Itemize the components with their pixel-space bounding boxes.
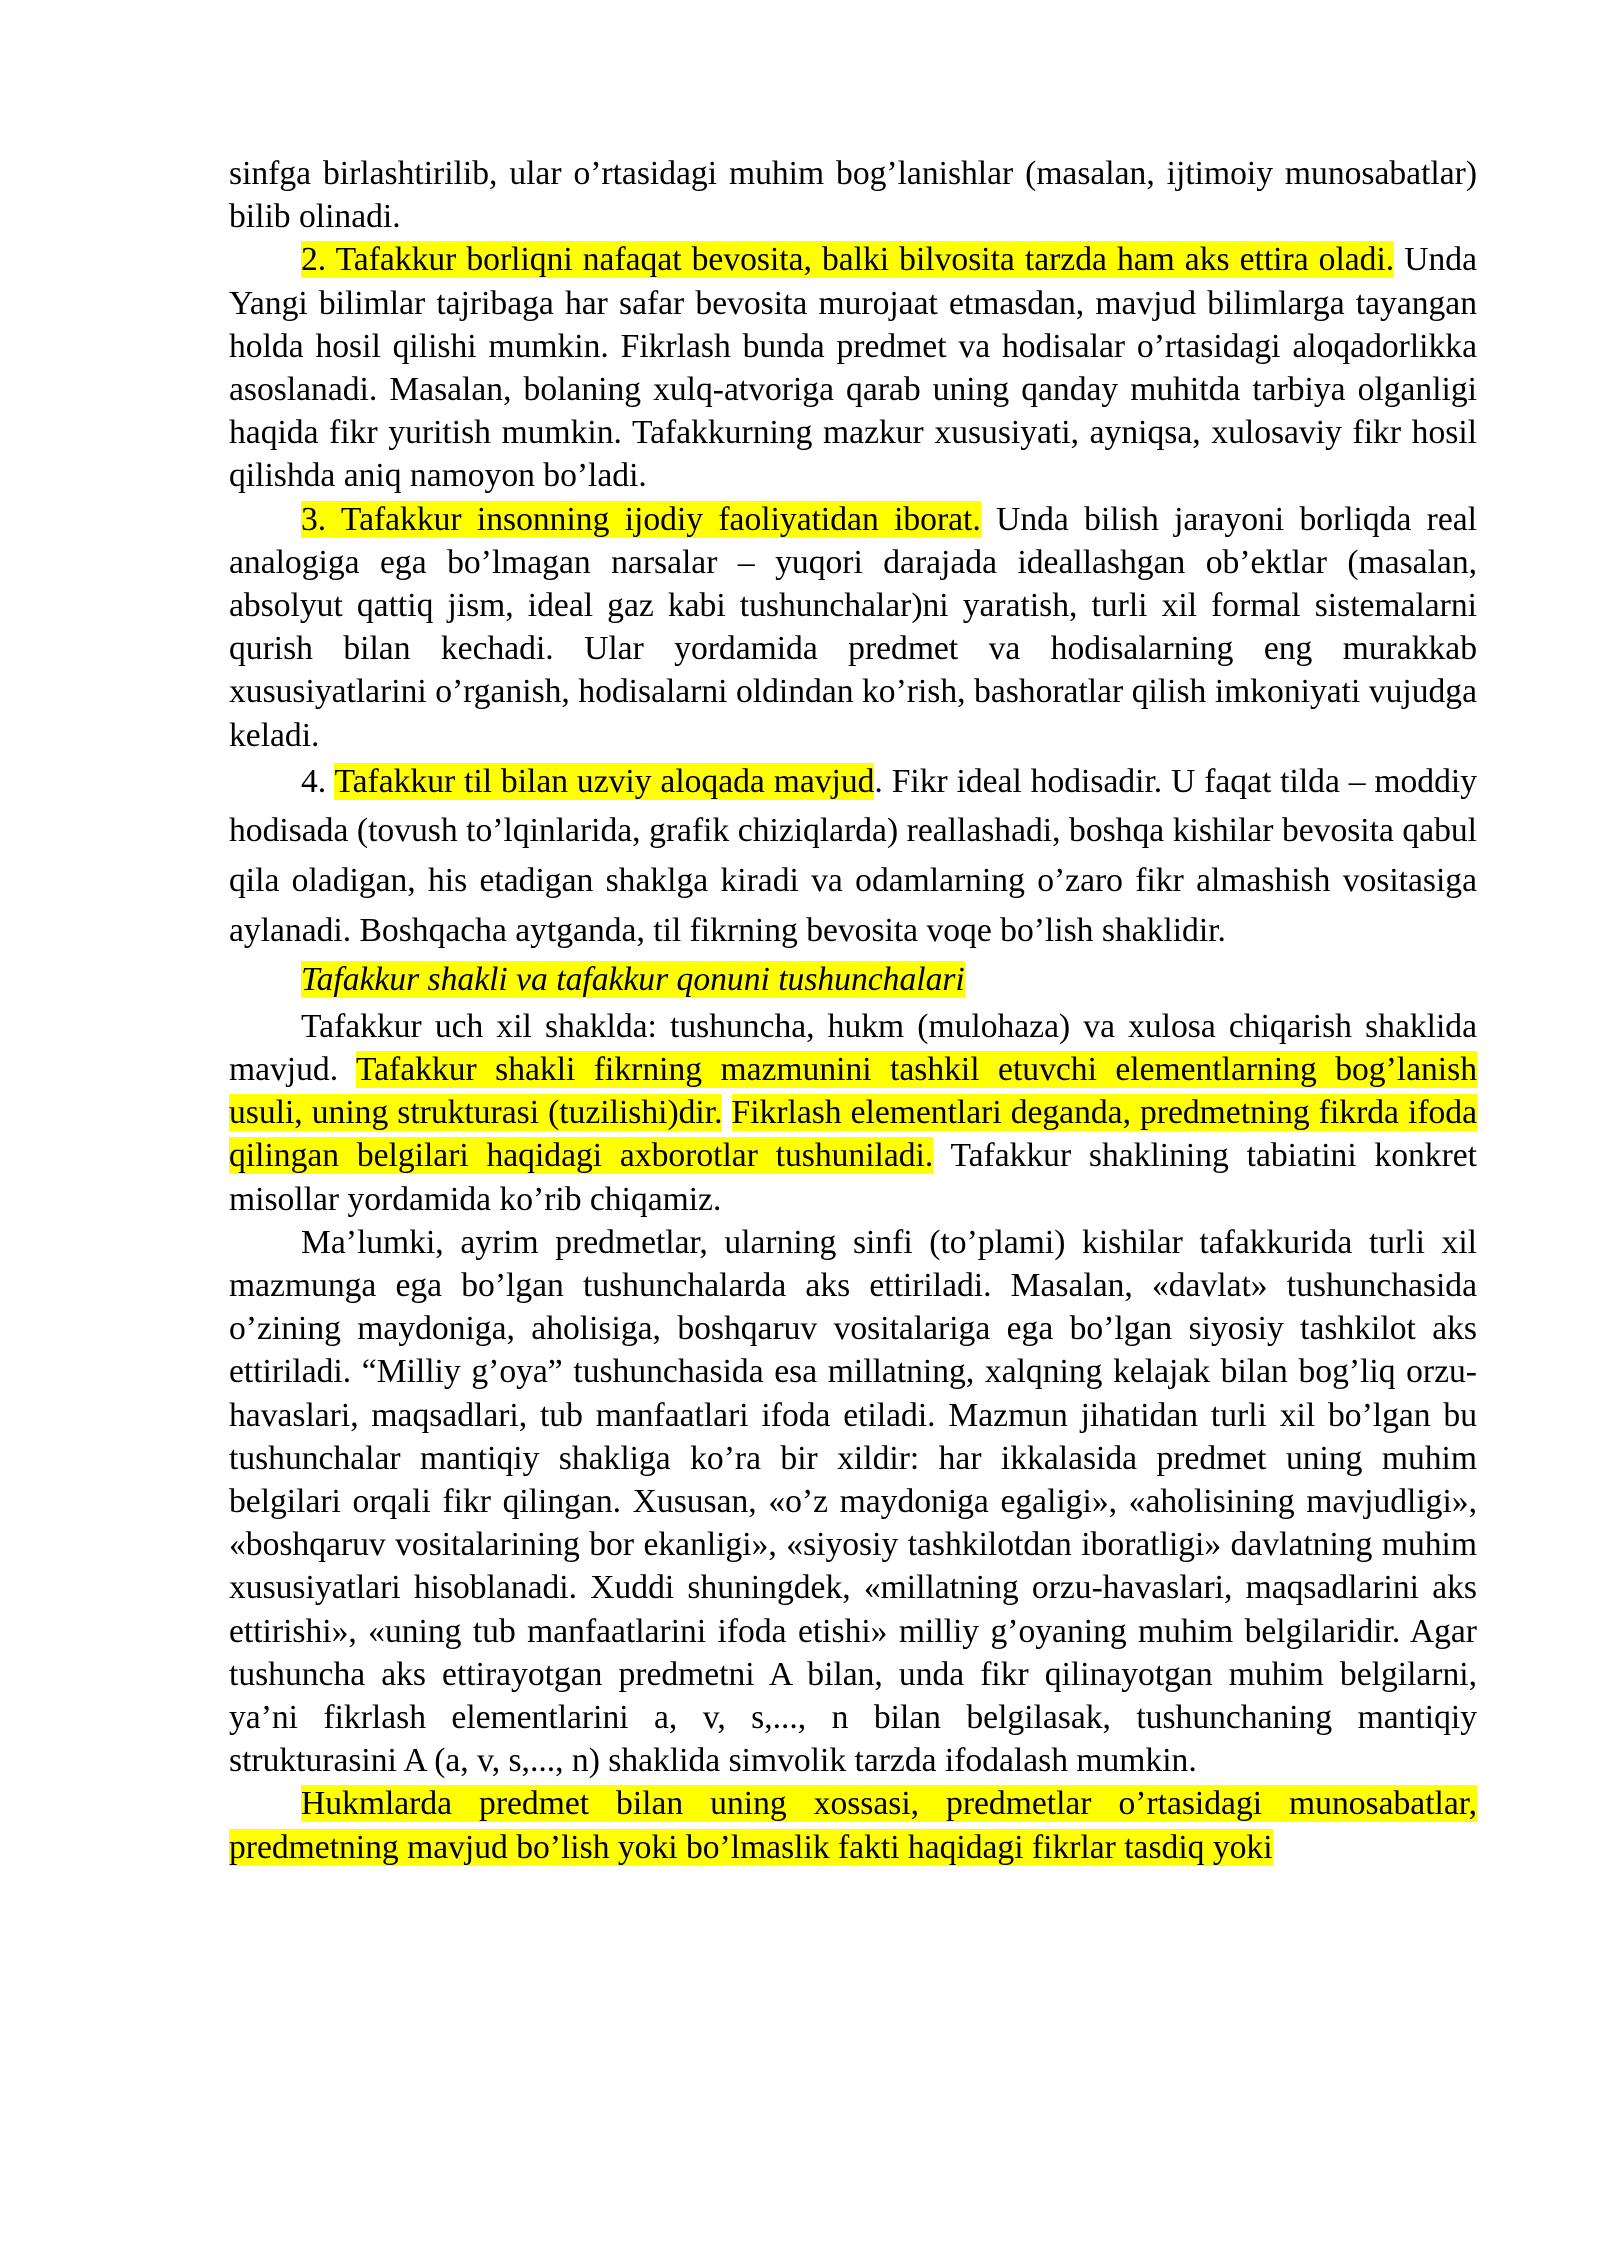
highlighted-text: 2. Tafakkur borliqni nafaqat bevosita, balki bilvosita tarzda ham aks ettira oladi. <box>301 241 1395 279</box>
text-segment: Tafakkur shaklining tabiatini konkret misollar yordamida ko’rib chiqamiz. <box>229 1137 1477 1218</box>
highlighted-text: Fikrlash elementlari deganda, predmetning fikrda ifoda qilingan belgilari haqidagi axborotlar tushuniladi. <box>229 1094 1477 1175</box>
text-segment <box>722 1094 731 1131</box>
text-segment: Unda Yangi bilimlar tajribaga har safar bevosita murojaat etmasdan, mavjud bilimlarga tayangan holda hosil qilishi mumkin. Fikrlash bunda predmet va hodisalar o’rtasidagi aloqadorlikka asoslanadi. Masalan, bolaning xulq-atvoriga qarab uning qanday muhitda tarbiya olganligi haqida fikr yuritish mumkin. Tafakkurning mazkur xususiyati, ayniqsa, xulosaviy fikr hosil qilishda aniq namoyon bo’ladi. <box>229 241 1477 495</box>
highlighted-text: 3. Tafakkur insonning ijodiy faoliyatidan iborat. <box>301 500 981 538</box>
text-segment: Unda bilish jarayoni borliqda real analogiga ega bo’lmagan narsalar – yuqori darajada ideallashgan ob’ektlar (masalan, absolyut qattiq jism, ideal gaz kabi tushunchalar)ni yaratish, turli xil formal sistemalarni qurish bilan kechadi. Ular yordamida predmet va hodisalarning eng murakkab xususiyatlarini o’rganish, hodisalarni oldindan ko’rish, bashoratlar qilish imkoniyati vujudga keladi. <box>229 500 1477 754</box>
text-segment: . Fikr ideal hodisadir. U faqat tilda – moddiy hodisada (tovush to’lqinlarida, grafik chiziqlarda) reallashadi, boshqa kishilar bevosita qabul qila oladigan, his etadigan shaklga kiradi va odamlarning o’zaro fikr almashish vositasiga aylanadi. Boshqacha aytganda, til fikrning bevosita voqe bo’lish shaklidir. <box>229 762 1478 949</box>
paragraph-forms <box>229 1005 1477 1221</box>
text-segment: sinfga birlashtirilib, ular o’rtasidagi muhim bog’lanishlar (masalan, ijtimoiy munosabatlar) bilib olinadi. <box>229 155 1477 236</box>
paragraph-concepts <box>229 1221 1477 1783</box>
paragraph-point-3 <box>229 498 1477 757</box>
text-segment: Ma’lumki, ayrim predmetlar, ularning sinfi (to’plami) kishilar tafakkurida turli xil mazmunga ega bo’lgan tushunchalarda aks ettiriladi. Masalan, «davlat» tushunchasida o’zining maydoniga, aholisiga, boshqaruv vositalariga ega bo’lgan siyosiy tashkilot aks ettiriladi. “Milliy g’oya” tushunchasida esa millatning, xalqning kelajak bilan bog’liq orzu-havaslari, maqsadlari, tub manfaatlari ifoda etiladi. Mazmun jihatidan turli xil bo’lgan bu tushunchalar mantiqiy shakliga ko’ra bir xildir: har ikkalasida predmet uning muhim belgilari orqali fikr qilingan. Xususan, «o’z maydoniga egaligi», «aholisining mavjudligi», «boshqaruv vositalarining bor ekanligi», «siyosiy tashkilotdan iboratligi» davlatning muhim xususiyatlari hisoblanadi. Xuddi shuningdek, «millatning orzu-havaslari, maqsadlarini aks ettirishi», «uning tub manfaatlarini ifoda etishi» milliy g’oyaning muhim belgilaridir. Agar tushuncha aks ettirayotgan predmetni A bilan, unda fikr qilinayotgan muhim belgilarni, ya’ni fikrlash elementlarini a, v, s,..., n bilan belgilasak, tushunchaning mantiqiy strukturasini A (a, v, s,..., n) shaklida simvolik tarzda ifodalash mumkin. <box>229 1223 1477 1780</box>
paragraph-point-2 <box>229 238 1477 497</box>
highlighted-text: Tafakkur til bilan uzviy aloqada mavjud <box>334 762 875 800</box>
heading-text: Tafakkur shakli va tafakkur qonuni tushunchalari <box>301 961 965 999</box>
section-heading <box>229 955 1477 1005</box>
text-segment: Tafakkur uch xil shaklda: tushuncha, hukm (mulohaza) va xulosa chiqarish shaklida mavjud. <box>229 1007 1477 1089</box>
highlighted-text: Tafakkur shakli fikrning mazmunini tashkil etuvchi elementlarning bog’lanish usuli, uning strukturasi (tuzilishi)dir. <box>229 1051 1477 1132</box>
text-segment: 4. <box>301 762 335 800</box>
paragraph-judgements <box>229 1782 1477 1868</box>
paragraph-continuation <box>229 152 1477 238</box>
highlighted-text: Hukmlarda predmet bilan uning xossasi, predmetlar o’rtasidagi munosabatlar, predmetning mavjud bo’lish yoki bo’lmaslik fakti haqidagi fikrlar tasdiq yoki <box>229 1785 1477 1866</box>
paragraph-point-4 <box>229 757 1477 955</box>
